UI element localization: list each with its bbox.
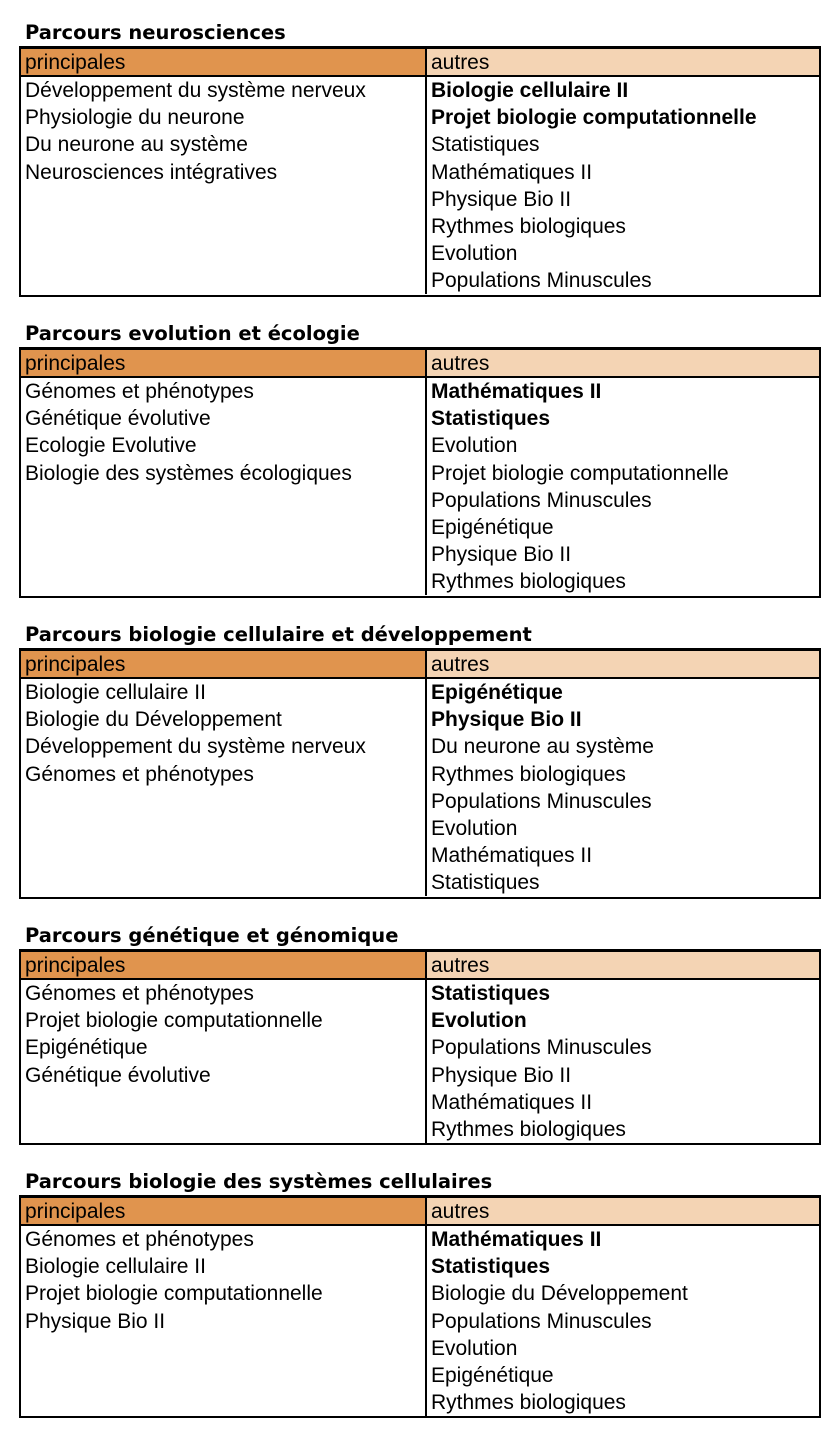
other-course: Mathématiques II (431, 1090, 593, 1114)
autres-column (427, 77, 819, 295)
section-title: Parcours biologie cellulaire et développement (25, 623, 532, 646)
table-body (21, 679, 819, 897)
other-course: Evolution (431, 816, 518, 840)
other-course: Mathématiques II (431, 160, 593, 184)
table-body (21, 980, 819, 1143)
header-autres: autres (427, 651, 819, 677)
other-course: Physique Bio II (431, 1063, 572, 1087)
header-autres: autres (427, 1198, 819, 1224)
course-table (19, 347, 821, 598)
section-title: Parcours neurosciences (25, 21, 286, 44)
other-course-highlighted: Physique Bio II (431, 708, 582, 732)
other-course-highlighted: Statistiques (431, 1255, 551, 1279)
other-course: Statistiques (431, 133, 540, 157)
other-course: Rythmes biologiques (431, 762, 626, 786)
other-course: Biologie du Développement (431, 1282, 688, 1306)
other-course: Populations Minuscules (431, 1309, 652, 1333)
other-course-highlighted: Mathématiques II (431, 380, 602, 403)
principal-course: Projet biologie computationnelle (25, 1009, 323, 1033)
principal-course: Génétique évolutive (25, 407, 211, 431)
autres-column (427, 1226, 819, 1416)
principal-course: Développement du système nerveux (25, 735, 366, 759)
other-course: Physique Bio II (431, 187, 572, 211)
other-course: Rythmes biologiques (431, 1117, 626, 1141)
table-header (21, 651, 819, 679)
autres-column (427, 679, 819, 897)
other-course: Mathématiques II (431, 844, 593, 868)
principal-course: Physique Bio II (25, 1309, 166, 1333)
principal-course: Projet biologie computationnelle (25, 1282, 323, 1306)
principal-course: Génomes et phénotypes (25, 1228, 254, 1251)
principal-course: Du neurone au système (25, 133, 248, 157)
principal-course: Génomes et phénotypes (25, 380, 254, 403)
other-course: Rythmes biologiques (431, 570, 626, 594)
header-principales: principales (21, 49, 427, 75)
table-body (21, 1226, 819, 1416)
header-principales: principales (21, 952, 427, 978)
principal-course: Physiologie du neurone (25, 106, 245, 130)
other-course-highlighted: Evolution (431, 1009, 527, 1033)
other-course: Evolution (431, 1336, 518, 1360)
principal-course: Neurosciences intégratives (25, 160, 278, 184)
other-course: Epigénétique (431, 1363, 554, 1387)
principales-column (21, 77, 427, 294)
other-course: Populations Minuscules (431, 1036, 652, 1060)
principal-course: Epigénétique (25, 1036, 148, 1060)
principal-course: Biologie des systèmes écologiques (25, 461, 352, 485)
principales-column (21, 679, 427, 896)
principal-course: Ecologie Evolutive (25, 434, 197, 458)
course-table (19, 46, 821, 297)
principal-course: Génétique évolutive (25, 1063, 211, 1087)
table-body (21, 77, 819, 295)
header-autres: autres (427, 952, 819, 978)
other-course-highlighted: Statistiques (431, 407, 551, 431)
other-course: Evolution (431, 434, 518, 458)
other-course: Projet biologie computationnelle (431, 461, 729, 485)
course-table (19, 648, 821, 899)
table-header (21, 49, 819, 77)
other-course: Populations Minuscules (431, 789, 652, 813)
header-principales: principales (21, 651, 427, 677)
other-course: Rythmes biologiques (431, 214, 626, 238)
table-header (21, 350, 819, 378)
header-principales: principales (21, 1198, 427, 1224)
other-course-highlighted: Statistiques (431, 982, 551, 1005)
header-principales: principales (21, 350, 427, 376)
other-course: Epigénétique (431, 515, 554, 539)
course-table (19, 1195, 821, 1418)
section-title: Parcours biologie des systèmes cellulaires (25, 1170, 493, 1193)
other-course-highlighted: Epigénétique (431, 681, 563, 704)
principales-column (21, 378, 427, 595)
other-course-highlighted: Mathématiques II (431, 1228, 602, 1251)
principal-course: Biologie cellulaire II (25, 681, 206, 704)
other-course: Populations Minuscules (431, 488, 652, 512)
other-course-highlighted: Biologie cellulaire II (431, 79, 629, 102)
section-title: Parcours evolution et écologie (25, 322, 360, 345)
principal-course: Biologie du Développement (25, 708, 282, 732)
principal-course: Génomes et phénotypes (25, 762, 254, 786)
other-course: Statistiques (431, 871, 540, 895)
autres-column (427, 378, 819, 596)
course-table (19, 949, 821, 1145)
principales-column (21, 980, 427, 1143)
table-header (21, 1198, 819, 1226)
principal-course: Développement du système nerveux (25, 79, 366, 102)
autres-column (427, 980, 819, 1143)
other-course: Populations Minuscules (431, 269, 652, 293)
table-header (21, 952, 819, 980)
section-title: Parcours génétique et génomique (25, 924, 399, 947)
header-autres: autres (427, 49, 819, 75)
other-course: Evolution (431, 242, 518, 266)
principales-column (21, 1226, 427, 1416)
other-course: Du neurone au système (431, 735, 654, 759)
principal-course: Génomes et phénotypes (25, 982, 254, 1005)
principal-course: Biologie cellulaire II (25, 1255, 206, 1279)
table-body (21, 378, 819, 596)
other-course: Physique Bio II (431, 543, 572, 567)
other-course: Rythmes biologiques (431, 1391, 626, 1415)
other-course-highlighted: Projet biologie computationnelle (431, 106, 757, 130)
header-autres: autres (427, 350, 819, 376)
